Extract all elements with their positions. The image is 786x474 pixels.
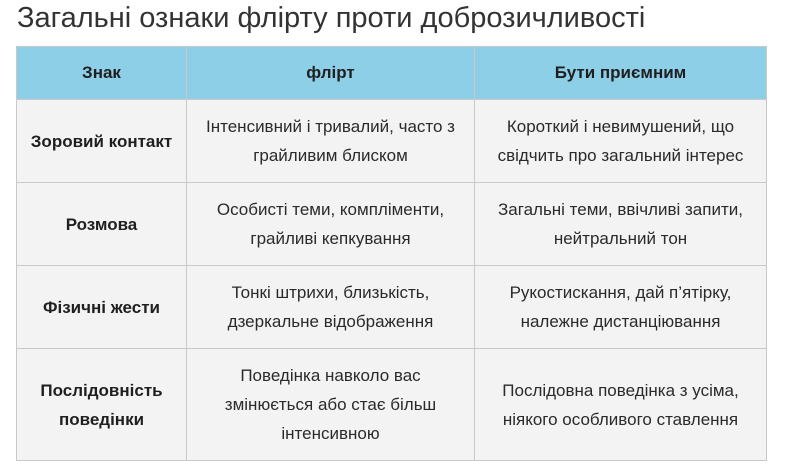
row-nice: Короткий і невимушений, що свідчить про загальний інтерес — [475, 100, 767, 183]
row-nice: Загальні теми, ввічливі запити, нейтральний тон — [475, 183, 767, 266]
row-nice: Послідовна поведінка з усіма, ніякого особливого ставлення — [475, 349, 767, 461]
page-title: Загальні ознаки флірту проти доброзичливості — [17, 2, 646, 34]
table-row — [17, 349, 767, 461]
header-nice: Бути приємним — [475, 47, 767, 100]
row-sign: Фізичні жести — [17, 266, 187, 349]
table-header-row — [17, 47, 767, 100]
row-sign: Розмова — [17, 183, 187, 266]
row-sign: Послідовність поведінки — [17, 349, 187, 461]
header-sign: Знак — [17, 47, 187, 100]
table-row — [17, 266, 767, 349]
row-sign: Зоровий контакт — [17, 100, 187, 183]
row-flirt: Поведінка навколо вас змінюється або стає більш інтенсивною — [187, 349, 475, 461]
row-nice: Рукостискання, дай п’ятірку, належне дистанціювання — [475, 266, 767, 349]
header-flirt: флірт — [187, 47, 475, 100]
row-flirt: Інтенсивний і тривалий, часто з грайливим блиском — [187, 100, 475, 183]
row-flirt: Особисті теми, компліменти, грайливі кепкування — [187, 183, 475, 266]
row-flirt: Тонкі штрихи, близькість, дзеркальне відображення — [187, 266, 475, 349]
table-row — [17, 100, 767, 183]
comparison-table — [16, 46, 767, 461]
table-row — [17, 183, 767, 266]
